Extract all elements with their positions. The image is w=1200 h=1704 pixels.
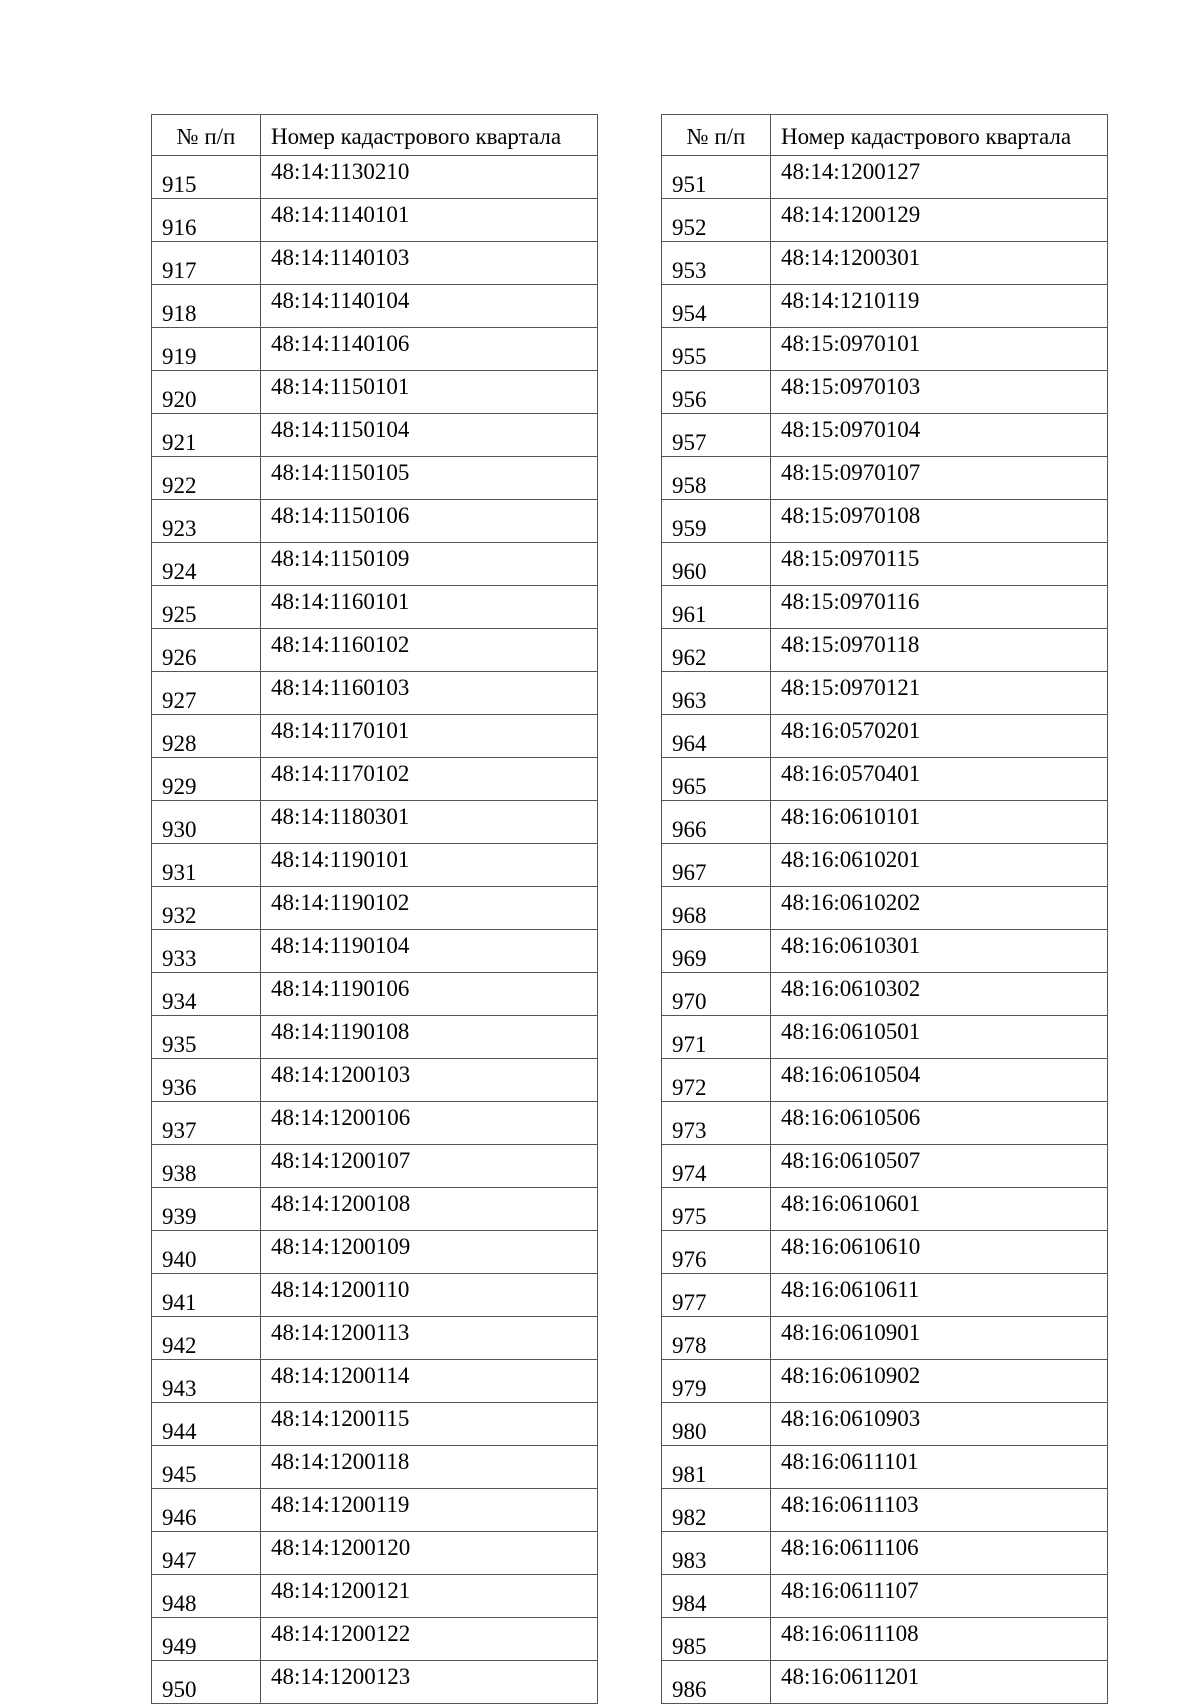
table-row [662, 1575, 1108, 1618]
cadastral-number: 48:16:0570401 [771, 758, 1108, 801]
table-row [662, 973, 1108, 1016]
row-number: 930 [152, 801, 261, 844]
row-number: 973 [662, 1102, 771, 1145]
table-row [152, 844, 598, 887]
cadastral-number: 48:16:0610101 [771, 801, 1108, 844]
row-number: 921 [152, 414, 261, 457]
table-row [152, 758, 598, 801]
table-row [152, 414, 598, 457]
table-row [152, 199, 598, 242]
row-number: 927 [152, 672, 261, 715]
table-row [662, 801, 1108, 844]
table-row [152, 1188, 598, 1231]
table-row [662, 930, 1108, 973]
table-row [662, 629, 1108, 672]
table-row [152, 801, 598, 844]
cadastral-number: 48:14:1140101 [261, 199, 598, 242]
row-number: 946 [152, 1489, 261, 1532]
cadastral-number: 48:14:1200106 [261, 1102, 598, 1145]
cadastral-number: 48:16:0611103 [771, 1489, 1108, 1532]
row-number: 928 [152, 715, 261, 758]
row-number: 971 [662, 1016, 771, 1059]
row-number: 974 [662, 1145, 771, 1188]
table-row [662, 199, 1108, 242]
row-number: 958 [662, 457, 771, 500]
row-number: 950 [152, 1661, 261, 1704]
cadastral-number: 48:16:0610504 [771, 1059, 1108, 1102]
header-num: № п/п [662, 115, 771, 156]
row-number: 964 [662, 715, 771, 758]
cadastral-number: 48:16:0611108 [771, 1618, 1108, 1661]
table-row [152, 930, 598, 973]
table-row [152, 1403, 598, 1446]
table-row [152, 973, 598, 1016]
row-number: 919 [152, 328, 261, 371]
row-number: 953 [662, 242, 771, 285]
table-row [662, 1274, 1108, 1317]
table-body-right [662, 156, 1108, 1704]
cadastral-number: 48:14:1200114 [261, 1360, 598, 1403]
cadastral-number: 48:14:1190102 [261, 887, 598, 930]
cadastral-number: 48:14:1200301 [771, 242, 1108, 285]
cadastral-number: 48:14:1160103 [261, 672, 598, 715]
row-number: 917 [152, 242, 261, 285]
cadastral-number: 48:14:1160101 [261, 586, 598, 629]
row-number: 916 [152, 199, 261, 242]
row-number: 936 [152, 1059, 261, 1102]
table-row [152, 715, 598, 758]
row-number: 945 [152, 1446, 261, 1489]
table-row [152, 371, 598, 414]
table-row [662, 242, 1108, 285]
cadastral-number: 48:14:1210119 [771, 285, 1108, 328]
table-row [662, 414, 1108, 457]
table-row [662, 1188, 1108, 1231]
cadastral-number: 48:16:0610202 [771, 887, 1108, 930]
table-row [152, 457, 598, 500]
table-row [662, 586, 1108, 629]
cadastral-number: 48:14:1130210 [261, 156, 598, 199]
table-row [152, 1059, 598, 1102]
table-row [152, 1102, 598, 1145]
cadastral-number: 48:16:0611106 [771, 1532, 1108, 1575]
cadastral-number: 48:16:0610507 [771, 1145, 1108, 1188]
table-row [662, 1317, 1108, 1360]
table-row [152, 156, 598, 199]
cadastral-number: 48:15:0970121 [771, 672, 1108, 715]
row-number: 931 [152, 844, 261, 887]
cadastral-number: 48:14:1150101 [261, 371, 598, 414]
table-row [662, 1618, 1108, 1661]
cadastral-number: 48:15:0970115 [771, 543, 1108, 586]
row-number: 933 [152, 930, 261, 973]
cadastral-number: 48:14:1150104 [261, 414, 598, 457]
cadastral-number: 48:14:1200113 [261, 1317, 598, 1360]
row-number: 934 [152, 973, 261, 1016]
table-row [152, 629, 598, 672]
row-number: 957 [662, 414, 771, 457]
row-number: 932 [152, 887, 261, 930]
cadastral-number: 48:15:0970103 [771, 371, 1108, 414]
row-number: 981 [662, 1446, 771, 1489]
cadastral-number: 48:16:0611101 [771, 1446, 1108, 1489]
row-number: 923 [152, 500, 261, 543]
cadastral-number: 48:15:0970107 [771, 457, 1108, 500]
row-number: 986 [662, 1661, 771, 1704]
cadastral-number: 48:16:0610611 [771, 1274, 1108, 1317]
row-number: 982 [662, 1489, 771, 1532]
cadastral-number: 48:14:1140106 [261, 328, 598, 371]
row-number: 980 [662, 1403, 771, 1446]
table-row [662, 1532, 1108, 1575]
table-row [662, 1489, 1108, 1532]
cadastral-number: 48:14:1200108 [261, 1188, 598, 1231]
table-row [152, 1016, 598, 1059]
table-row [152, 1231, 598, 1274]
table-row [152, 887, 598, 930]
table-row [152, 242, 598, 285]
table-row [662, 1059, 1108, 1102]
row-number: 975 [662, 1188, 771, 1231]
header-code: Номер кадастрового квартала [261, 115, 598, 156]
row-number: 935 [152, 1016, 261, 1059]
table-row [152, 1489, 598, 1532]
row-number: 984 [662, 1575, 771, 1618]
cadastral-number: 48:14:1200118 [261, 1446, 598, 1489]
cadastral-number: 48:15:0970101 [771, 328, 1108, 371]
row-number: 947 [152, 1532, 261, 1575]
table-row [662, 1231, 1108, 1274]
table-row [662, 844, 1108, 887]
row-number: 948 [152, 1575, 261, 1618]
row-number: 955 [662, 328, 771, 371]
row-number: 985 [662, 1618, 771, 1661]
table-row [662, 758, 1108, 801]
cadastral-number: 48:16:0610506 [771, 1102, 1108, 1145]
table-row [662, 1446, 1108, 1489]
row-number: 960 [662, 543, 771, 586]
cadastral-number: 48:14:1200107 [261, 1145, 598, 1188]
cadastral-number: 48:15:0970104 [771, 414, 1108, 457]
cadastral-number: 48:14:1200115 [261, 1403, 598, 1446]
table-row [152, 586, 598, 629]
table-row [152, 500, 598, 543]
cadastral-number: 48:14:1140104 [261, 285, 598, 328]
table-row [662, 1403, 1108, 1446]
row-number: 963 [662, 672, 771, 715]
cadastral-number: 48:15:0970116 [771, 586, 1108, 629]
row-number: 939 [152, 1188, 261, 1231]
cadastral-number: 48:16:0611107 [771, 1575, 1108, 1618]
cadastral-number: 48:14:1200120 [261, 1532, 598, 1575]
table-row [152, 285, 598, 328]
table-row [152, 672, 598, 715]
cadastral-number: 48:16:0611201 [771, 1661, 1108, 1704]
row-number: 979 [662, 1360, 771, 1403]
row-number: 943 [152, 1360, 261, 1403]
row-number: 970 [662, 973, 771, 1016]
cadastral-table-right [661, 114, 1108, 1704]
table-row [152, 1532, 598, 1575]
row-number: 967 [662, 844, 771, 887]
table-row [662, 1661, 1108, 1704]
table-row [152, 1575, 598, 1618]
cadastral-number: 48:14:1200129 [771, 199, 1108, 242]
table-row [152, 1360, 598, 1403]
table-row [662, 1102, 1108, 1145]
row-number: 972 [662, 1059, 771, 1102]
row-number: 922 [152, 457, 261, 500]
row-number: 956 [662, 371, 771, 414]
cadastral-number: 48:14:1200109 [261, 1231, 598, 1274]
cadastral-number: 48:16:0610302 [771, 973, 1108, 1016]
cadastral-number: 48:14:1190101 [261, 844, 598, 887]
table-row [662, 672, 1108, 715]
row-number: 968 [662, 887, 771, 930]
row-number: 962 [662, 629, 771, 672]
cadastral-number: 48:14:1150105 [261, 457, 598, 500]
row-number: 920 [152, 371, 261, 414]
table-header-row [152, 115, 598, 156]
cadastral-number: 48:14:1200103 [261, 1059, 598, 1102]
table-row [662, 1360, 1108, 1403]
row-number: 926 [152, 629, 261, 672]
table-row [152, 1661, 598, 1704]
cadastral-number: 48:14:1200110 [261, 1274, 598, 1317]
row-number: 915 [152, 156, 261, 199]
table-row [662, 1016, 1108, 1059]
table-row [152, 1317, 598, 1360]
cadastral-number: 48:14:1170101 [261, 715, 598, 758]
table-row [152, 1145, 598, 1188]
cadastral-number: 48:14:1200127 [771, 156, 1108, 199]
table-row [152, 1274, 598, 1317]
cadastral-number: 48:16:0610501 [771, 1016, 1108, 1059]
row-number: 983 [662, 1532, 771, 1575]
cadastral-number: 48:14:1190104 [261, 930, 598, 973]
row-number: 918 [152, 285, 261, 328]
cadastral-number: 48:14:1180301 [261, 801, 598, 844]
cadastral-table-left [151, 114, 598, 1704]
row-number: 944 [152, 1403, 261, 1446]
cadastral-number: 48:16:0610903 [771, 1403, 1108, 1446]
table-row [662, 887, 1108, 930]
row-number: 924 [152, 543, 261, 586]
header-num: № п/п [152, 115, 261, 156]
cadastral-number: 48:16:0610610 [771, 1231, 1108, 1274]
row-number: 978 [662, 1317, 771, 1360]
row-number: 929 [152, 758, 261, 801]
table-row [152, 543, 598, 586]
cadastral-number: 48:14:1200122 [261, 1618, 598, 1661]
row-number: 966 [662, 801, 771, 844]
table-row [152, 1446, 598, 1489]
table-row [662, 543, 1108, 586]
row-number: 938 [152, 1145, 261, 1188]
cadastral-number: 48:16:0610601 [771, 1188, 1108, 1231]
cadastral-number: 48:16:0570201 [771, 715, 1108, 758]
row-number: 925 [152, 586, 261, 629]
row-number: 952 [662, 199, 771, 242]
cadastral-number: 48:14:1200123 [261, 1661, 598, 1704]
cadastral-number: 48:15:0970118 [771, 629, 1108, 672]
table-row [152, 1618, 598, 1661]
cadastral-number: 48:15:0970108 [771, 500, 1108, 543]
cadastral-number: 48:16:0610201 [771, 844, 1108, 887]
row-number: 969 [662, 930, 771, 973]
table-row [662, 328, 1108, 371]
cadastral-number: 48:14:1200119 [261, 1489, 598, 1532]
row-number: 954 [662, 285, 771, 328]
cadastral-number: 48:14:1190108 [261, 1016, 598, 1059]
row-number: 940 [152, 1231, 261, 1274]
row-number: 949 [152, 1618, 261, 1661]
table-row [662, 715, 1108, 758]
header-code: Номер кадастрового квартала [771, 115, 1108, 156]
row-number: 942 [152, 1317, 261, 1360]
cadastral-number: 48:16:0610902 [771, 1360, 1108, 1403]
table-row [662, 1145, 1108, 1188]
cadastral-number: 48:14:1160102 [261, 629, 598, 672]
cadastral-number: 48:14:1170102 [261, 758, 598, 801]
cadastral-number: 48:14:1150109 [261, 543, 598, 586]
cadastral-number: 48:14:1190106 [261, 973, 598, 1016]
cadastral-number: 48:14:1140103 [261, 242, 598, 285]
table-row [662, 156, 1108, 199]
row-number: 959 [662, 500, 771, 543]
table-row [662, 371, 1108, 414]
cadastral-number: 48:16:0610901 [771, 1317, 1108, 1360]
table-row [662, 457, 1108, 500]
table-row [662, 500, 1108, 543]
row-number: 977 [662, 1274, 771, 1317]
row-number: 976 [662, 1231, 771, 1274]
table-row [152, 328, 598, 371]
row-number: 951 [662, 156, 771, 199]
row-number: 941 [152, 1274, 261, 1317]
table-row [662, 285, 1108, 328]
cadastral-number: 48:14:1150106 [261, 500, 598, 543]
cadastral-number: 48:16:0610301 [771, 930, 1108, 973]
row-number: 937 [152, 1102, 261, 1145]
cadastral-number: 48:14:1200121 [261, 1575, 598, 1618]
row-number: 961 [662, 586, 771, 629]
row-number: 965 [662, 758, 771, 801]
table-body-left [152, 156, 598, 1704]
table-header-row [662, 115, 1108, 156]
